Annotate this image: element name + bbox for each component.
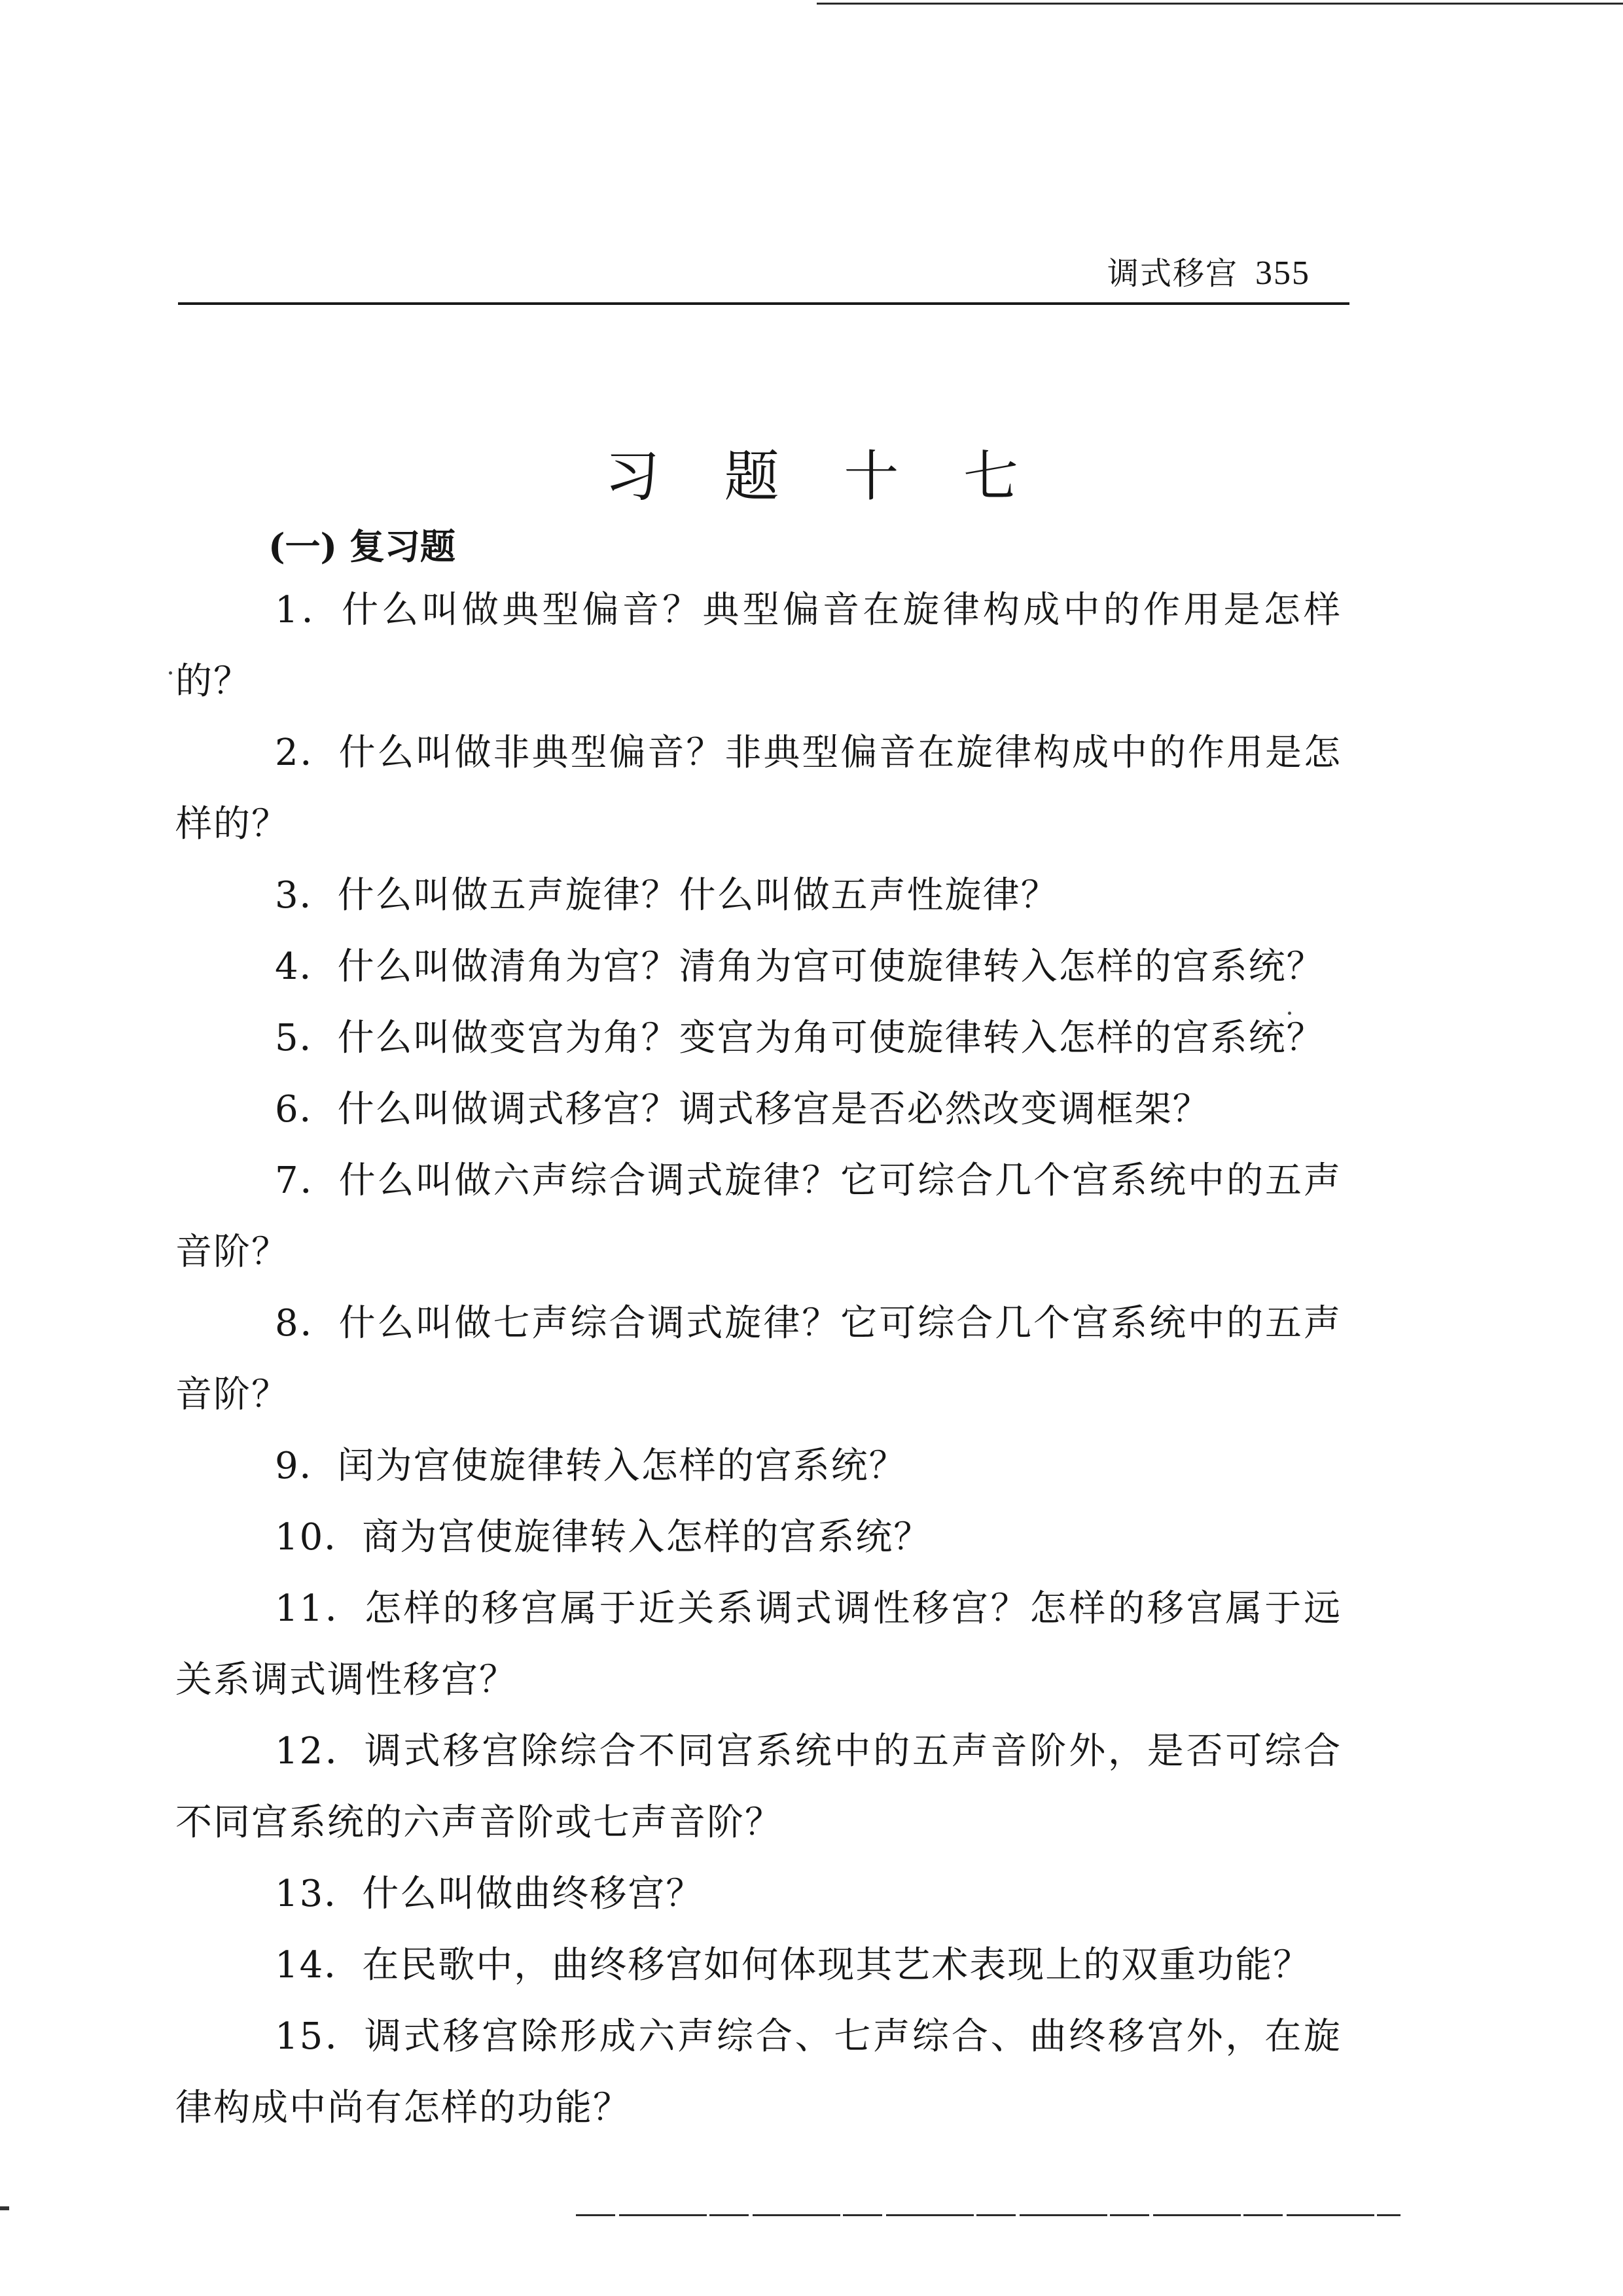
scan-speck <box>169 671 172 675</box>
top-edge-rule <box>817 3 1623 5</box>
question-item: 15．调式移宫除形成六声综合、七声综合、曲终移宫外，在旋律构成中尚有怎样的功能？ <box>175 2015 1342 2129</box>
page-number: 355 <box>1255 255 1310 292</box>
scan-speck <box>1288 1012 1291 1015</box>
running-head <box>178 254 1349 306</box>
question-item: 6．什么叫做调式移宫？调式移宫是否必然改变调框架？ <box>275 1088 1211 1131</box>
question-item: 2．什么叫做非典型偏音？非典型偏音在旋律构成中的作用是怎样的？ <box>175 732 1342 845</box>
question-item: 10．商为宫使旋律转入怎样的宫系统？ <box>275 1516 932 1559</box>
section-heading: (一) 复习题 <box>268 525 455 567</box>
scan-bottom-line <box>576 2214 1400 2216</box>
question-item: 13．什么叫做曲终移宫？ <box>275 1873 704 1915</box>
question-item: 5．什么叫做变宫为角？变宫为角可使旋律转入怎样的宫系统？ <box>275 1017 1325 1059</box>
running-head-title: 调式移宫 <box>1107 255 1238 292</box>
header-rule <box>178 302 1349 305</box>
question-item: 3．什么叫做五声旋律？什么叫做五声性旋律？ <box>275 874 1059 917</box>
question-item: 11．怎样的移宫属于近关系调式调性移宫？怎样的移宫属于远关系调式调性移宫？ <box>175 1587 1342 1701</box>
question-item: 7．什么叫做六声综合调式旋律？它可综合几个宫系统中的五声音阶？ <box>175 1159 1342 1273</box>
question-list <box>175 574 1342 2144</box>
scan-edge-mark <box>0 2206 9 2210</box>
question-item: 8．什么叫做七声综合调式旋律？它可综合几个宫系统中的五声音阶？ <box>175 1302 1342 1416</box>
question-item: 1．什么叫做典型偏音？典型偏音在旋律构成中的作用是怎样的？ <box>175 589 1342 703</box>
exercise-title: 习 题 十 七 <box>604 444 1043 509</box>
question-item: 12．调式移宫除综合不同宫系统中的五声音阶外，是否可综合不同宫系统的六声音阶或七声音阶？ <box>175 1730 1342 1844</box>
question-item: 4．什么叫做清角为宫？清角为宫可使旋律转入怎样的宫系统？ <box>275 945 1325 988</box>
question-item: 9．闰为宫使旋律转入怎样的宫系统？ <box>275 1445 907 1487</box>
question-item: 14．在民歌中，曲终移宫如何体现其艺术表现上的双重功能？ <box>275 1944 1311 1987</box>
running-head-text <box>1107 254 1310 293</box>
